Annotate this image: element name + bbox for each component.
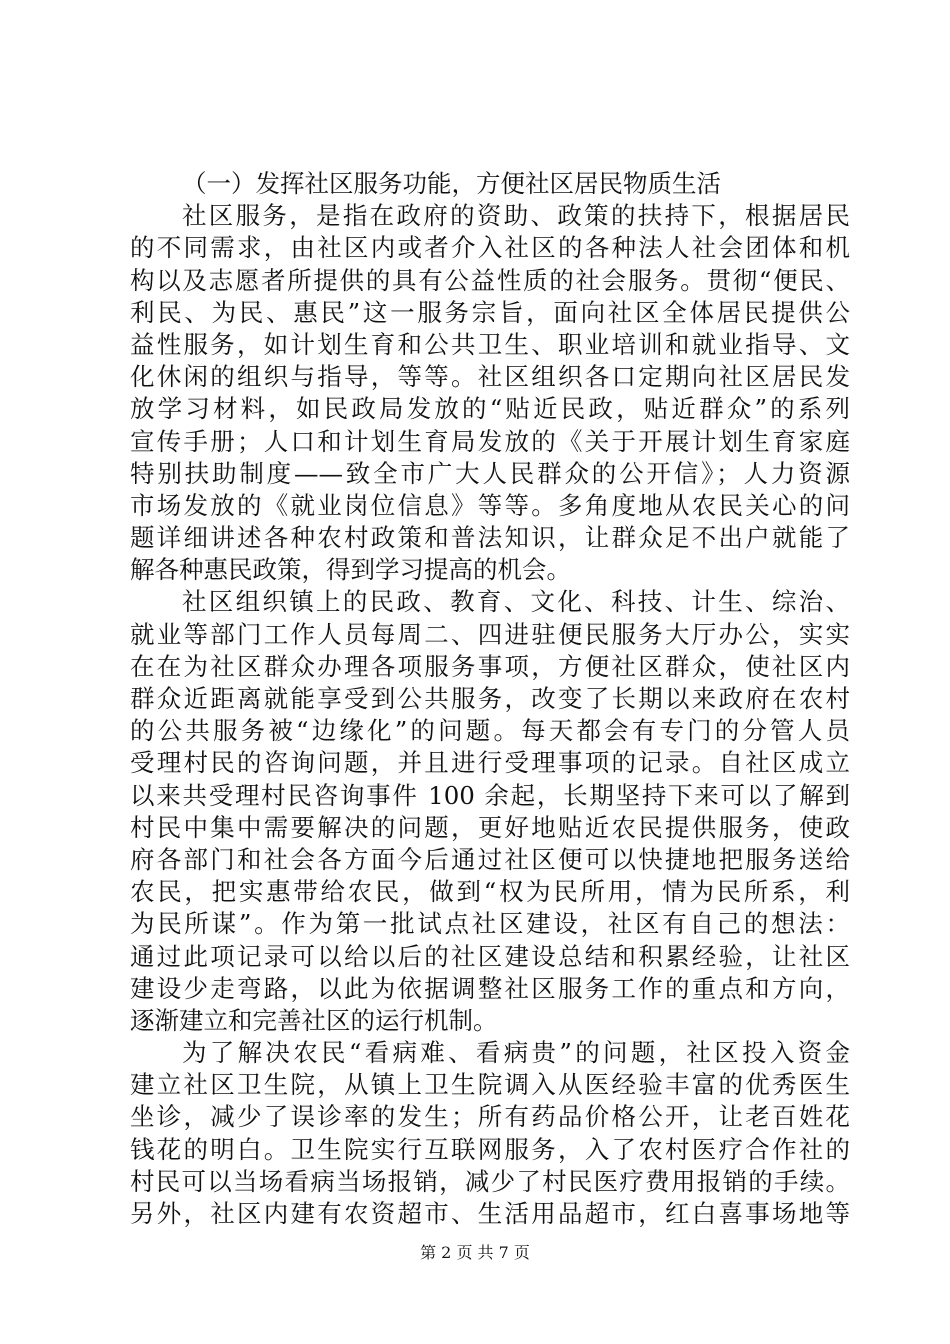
paragraph-3-line: 钱花的明白。卫生院实行互联网服务，入了农村医疗合作社的 — [130, 1134, 850, 1164]
paragraph-2-line: 村民中集中需要解决的问题，更好地贴近农民提供服务，使政 — [130, 812, 850, 842]
paragraph-2-line: 府各部门和社会各方面今后通过社区便可以快捷地把服务送给 — [130, 844, 850, 874]
paragraph-2-line: 建设少走弯路，以此为依据调整社区服务工作的重点和方向， — [130, 973, 850, 1003]
paragraph-1-line: 放学习材料，如民政局发放的“贴近民政，贴近群众”的系列 — [130, 394, 850, 424]
page-number-footer: 第 2 页 共 7 页 — [420, 1243, 530, 1262]
paragraph-1-line: 的不同需求，由社区内或者介入社区的各种法人社会团体和机 — [130, 233, 850, 263]
paragraph-2-line: 以来共受理村民咨询事件 100 余起，长期坚持下来可以了解到 — [130, 780, 850, 810]
paragraph-1-line: 特别扶助制度——致全市广大人民群众的公开信》；人力资源 — [130, 458, 850, 488]
paragraph-2-line: 的公共服务被“边缘化”的问题。每天都会有专门的分管人员 — [130, 716, 850, 746]
paragraph-1-line: 宣传手册；人口和计划生育局发放的《关于开展计划生育家庭 — [130, 426, 850, 456]
paragraph-3-line: 建立社区卫生院，从镇上卫生院调入从医经验丰富的优秀医生 — [130, 1070, 850, 1100]
paragraph-3-line: 另外，社区内建有农资超市、生活用品超市，红白喜事场地等 — [130, 1199, 850, 1228]
paragraph-1-line: 社区服务，是指在政府的资助、政策的扶持下，根据居民 — [182, 201, 850, 231]
paragraph-2-line: 在在为社区群众办理各项服务事项，方便社区群众，使社区内 — [130, 651, 850, 681]
paragraph-3-line: 为了解决农民“看病难、看病贵”的问题，社区投入资金 — [182, 1038, 850, 1068]
paragraph-1-line: 益性服务，如计划生育和公共卫生、职业培训和就业指导、文 — [130, 329, 850, 359]
paragraph-1-line: 化休闲的组织与指导，等等。社区组织各口定期向社区居民发 — [130, 362, 850, 392]
paragraph-2-line: 逐渐建立和完善社区的运行机制。 — [130, 1005, 498, 1035]
paragraph-3-line: 村民可以当场看病当场报销，减少了村民医疗费用报销的手续。 — [130, 1166, 850, 1196]
paragraph-2-line: 通过此项记录可以给以后的社区建设总结和积累经验，让社区 — [130, 941, 850, 971]
paragraph-1-line: 利民、为民、惠民”这一服务宗旨，面向社区全体居民提供公 — [130, 297, 850, 327]
paragraph-2-line: 受理村民的咨询问题，并且进行受理事项的记录。自社区成立 — [130, 748, 850, 778]
paragraph-1-line: 解各种惠民政策，得到学习提高的机会。 — [130, 555, 571, 585]
paragraph-2-line: 农民，把实惠带给农民，做到“权为民所用，情为民所系，利 — [130, 877, 850, 907]
paragraph-1-line: 市场发放的《就业岗位信息》等等。多角度地从农民关心的问 — [130, 490, 850, 520]
paragraph-2-line: 群众近距离就能享受到公共服务，改变了长期以来政府在农村 — [130, 684, 850, 713]
paragraph-1-line: 题详细讲述各种农村政策和普法知识，让群众足不出户就能了 — [130, 523, 850, 553]
paragraph-2-line: 为民所谋”。作为第一批试点社区建设，社区有自己的想法： — [130, 909, 850, 939]
paragraph-3-line: 坐诊，减少了误诊率的发生；所有药品价格公开，让老百姓花 — [130, 1102, 850, 1132]
paragraph-1-line: 构以及志愿者所提供的具有公益性质的社会服务。贯彻“便民、 — [130, 265, 850, 295]
body-text — [130, 168, 850, 1230]
section-heading: （一）发挥社区服务功能，方便社区居民物质生活 — [182, 169, 721, 198]
paragraph-2-line: 社区组织镇上的民政、教育、文化、科技、计生、综治、 — [182, 587, 850, 617]
paragraph-2-line: 就业等部门工作人员每周二、四进驻便民服务大厅办公，实实 — [130, 619, 850, 649]
